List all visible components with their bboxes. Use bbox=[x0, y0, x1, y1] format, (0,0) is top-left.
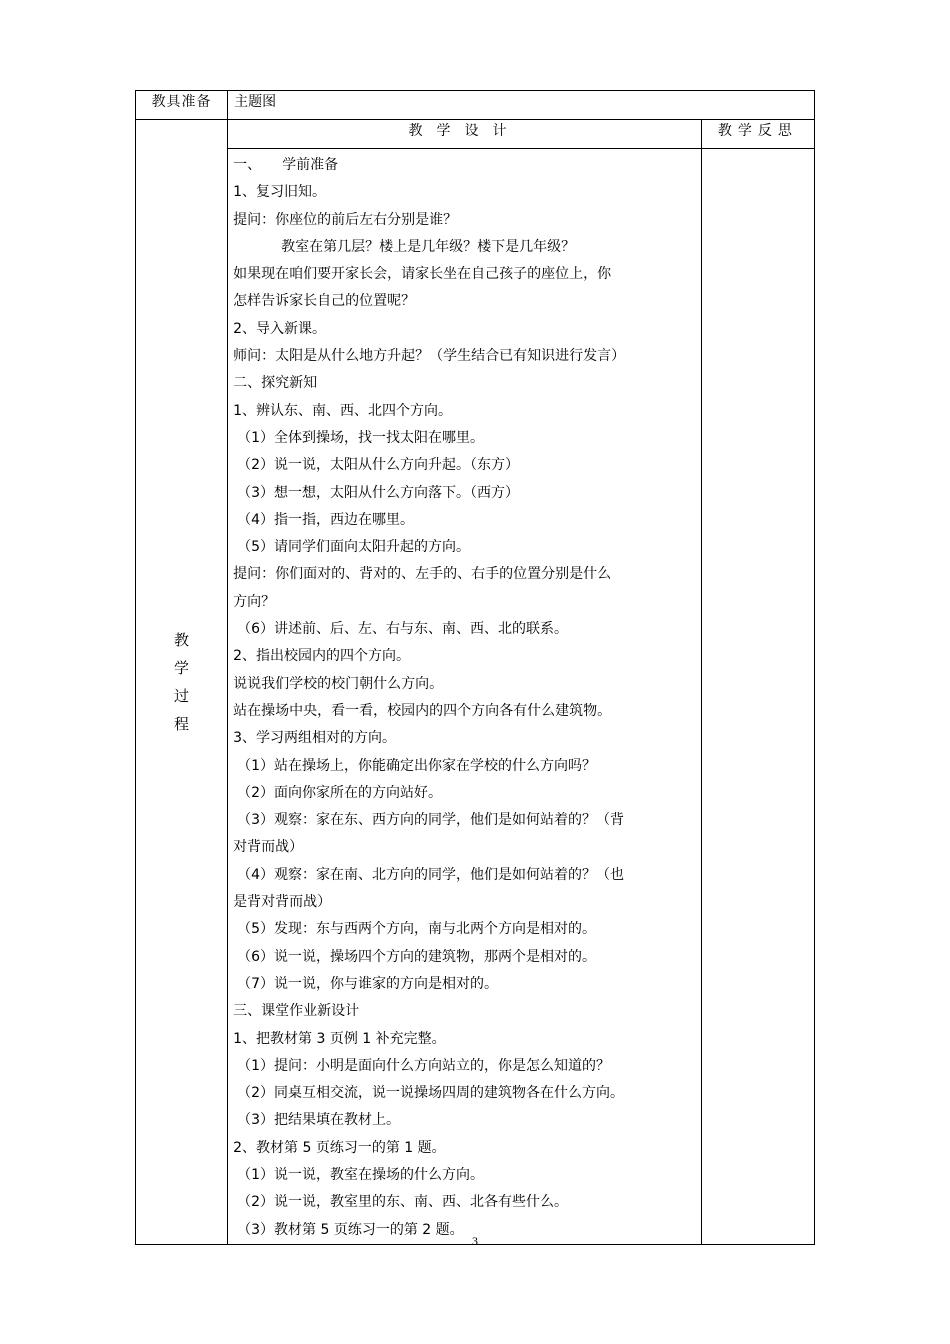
process-label-char: 程 bbox=[174, 714, 190, 733]
design-line: 二、探究新知 bbox=[233, 375, 318, 392]
design-line: 三、课堂作业新设计 bbox=[233, 1003, 360, 1020]
page-number: 3 bbox=[472, 1234, 478, 1248]
design-line: （4）指一指，西边在哪里。 bbox=[237, 511, 415, 528]
design-line: （3）教材第 5 页练习一的第 2 题。 bbox=[237, 1221, 464, 1238]
process-label-char: 教 bbox=[174, 630, 190, 649]
design-line: （1）全体到操场，找一找太阳在哪里。 bbox=[237, 429, 485, 446]
design-line: （1）说一说，教室在操场的什么方向。 bbox=[237, 1166, 485, 1183]
design-line: 3、学习两组相对的方向。 bbox=[233, 730, 397, 747]
design-line: 怎样告诉家长自己的位置呢？ bbox=[233, 293, 416, 310]
design-line: （2）面向你家所在的方向站好。 bbox=[237, 784, 443, 801]
design-line: （5）发现：东与西两个方向，南与北两个方向是相对的。 bbox=[237, 921, 597, 938]
design-line: 是背对背而战） bbox=[233, 894, 332, 911]
design-line: 2、导入新课。 bbox=[233, 320, 327, 337]
design-line: （2）说一说，太阳从什么方向升起。（东方） bbox=[237, 457, 520, 474]
design-line: 1、辨认东、南、西、北四个方向。 bbox=[233, 402, 453, 419]
design-line: 提问：你们面对的、背对的、左手的、右手的位置分别是什么 bbox=[233, 566, 612, 583]
design-line: （3）观察：家在东、西方向的同学，他们是如何站着的？（背 bbox=[237, 812, 625, 829]
design-line: 提问：你座位的前后左右分别是谁？ bbox=[233, 211, 458, 228]
design-line: （3）把结果填在教材上。 bbox=[237, 1112, 401, 1129]
design-line: 说说我们学校的校门朝什么方向。 bbox=[233, 675, 444, 692]
design-line: （1）站在操场上，你能确定出你家在学校的什么方向吗？ bbox=[237, 757, 597, 774]
design-line: 对背而战） bbox=[233, 839, 304, 856]
design-line: （1）提问：小明是面向什么方向站立的，你是怎么知道的？ bbox=[237, 1057, 611, 1074]
lesson-plan-table bbox=[135, 90, 815, 1245]
design-content-cell bbox=[228, 149, 702, 1245]
design-line: 如果现在咱们要开家长会，请家长坐在自己孩子的座位上，你 bbox=[233, 266, 612, 283]
design-line: （7）说一说，你与谁家的方向是相对的。 bbox=[237, 975, 499, 992]
reflection-content-cell bbox=[701, 149, 814, 1245]
design-lines bbox=[228, 149, 701, 1244]
design-line: （6）说一说，操场四个方向的建筑物，那两个是相对的。 bbox=[237, 948, 597, 965]
section-header-row bbox=[136, 120, 815, 149]
teaching-aids-label: 教具准备 bbox=[136, 91, 228, 120]
design-line: 1、把教材第 3 页例 1 补充完整。 bbox=[233, 1030, 446, 1047]
process-label-char: 过 bbox=[174, 686, 190, 705]
teaching-aids-value: 主题图 bbox=[228, 91, 815, 120]
design-line: 站在操场中央，看一看，校园内的四个方向各有什么建筑物。 bbox=[233, 702, 612, 719]
design-line: （2）同桌互相交流，说一说操场四周的建筑物各在什么方向。 bbox=[237, 1085, 625, 1102]
design-line: 方向？ bbox=[233, 593, 276, 610]
process-label-cell bbox=[136, 120, 228, 1245]
design-line: 一、 学前准备 bbox=[233, 157, 339, 173]
design-line: （6）讲述前、后、左、右与东、南、西、北的联系。 bbox=[237, 621, 569, 638]
design-line: （4）观察：家在南、北方向的同学，他们是如何站着的？（也 bbox=[237, 866, 625, 883]
teaching-aids-row bbox=[136, 91, 815, 120]
process-label-char: 学 bbox=[174, 658, 190, 677]
design-header: 教学设计 bbox=[228, 120, 702, 149]
design-line: （3）想一想，太阳从什么方向落下。（西方） bbox=[237, 484, 520, 501]
design-line: （5）请同学们面向太阳升起的方向。 bbox=[237, 539, 471, 556]
design-line: 教室在第几层？楼上是几年级？楼下是几年级？ bbox=[281, 238, 576, 255]
process-body-row bbox=[136, 149, 815, 1245]
design-line: 1、复习旧知。 bbox=[233, 184, 327, 201]
design-line: 师问：太阳是从什么地方升起？（学生结合已有知识进行发言） bbox=[233, 348, 626, 365]
reflection-header: 教学反思 bbox=[701, 120, 814, 149]
design-line: 2、指出校园内的四个方向。 bbox=[233, 648, 411, 665]
design-line: 2、教材第 5 页练习一的第 1 题。 bbox=[233, 1139, 446, 1156]
design-line: （2）说一说，教室里的东、南、西、北各有些什么。 bbox=[237, 1194, 569, 1211]
